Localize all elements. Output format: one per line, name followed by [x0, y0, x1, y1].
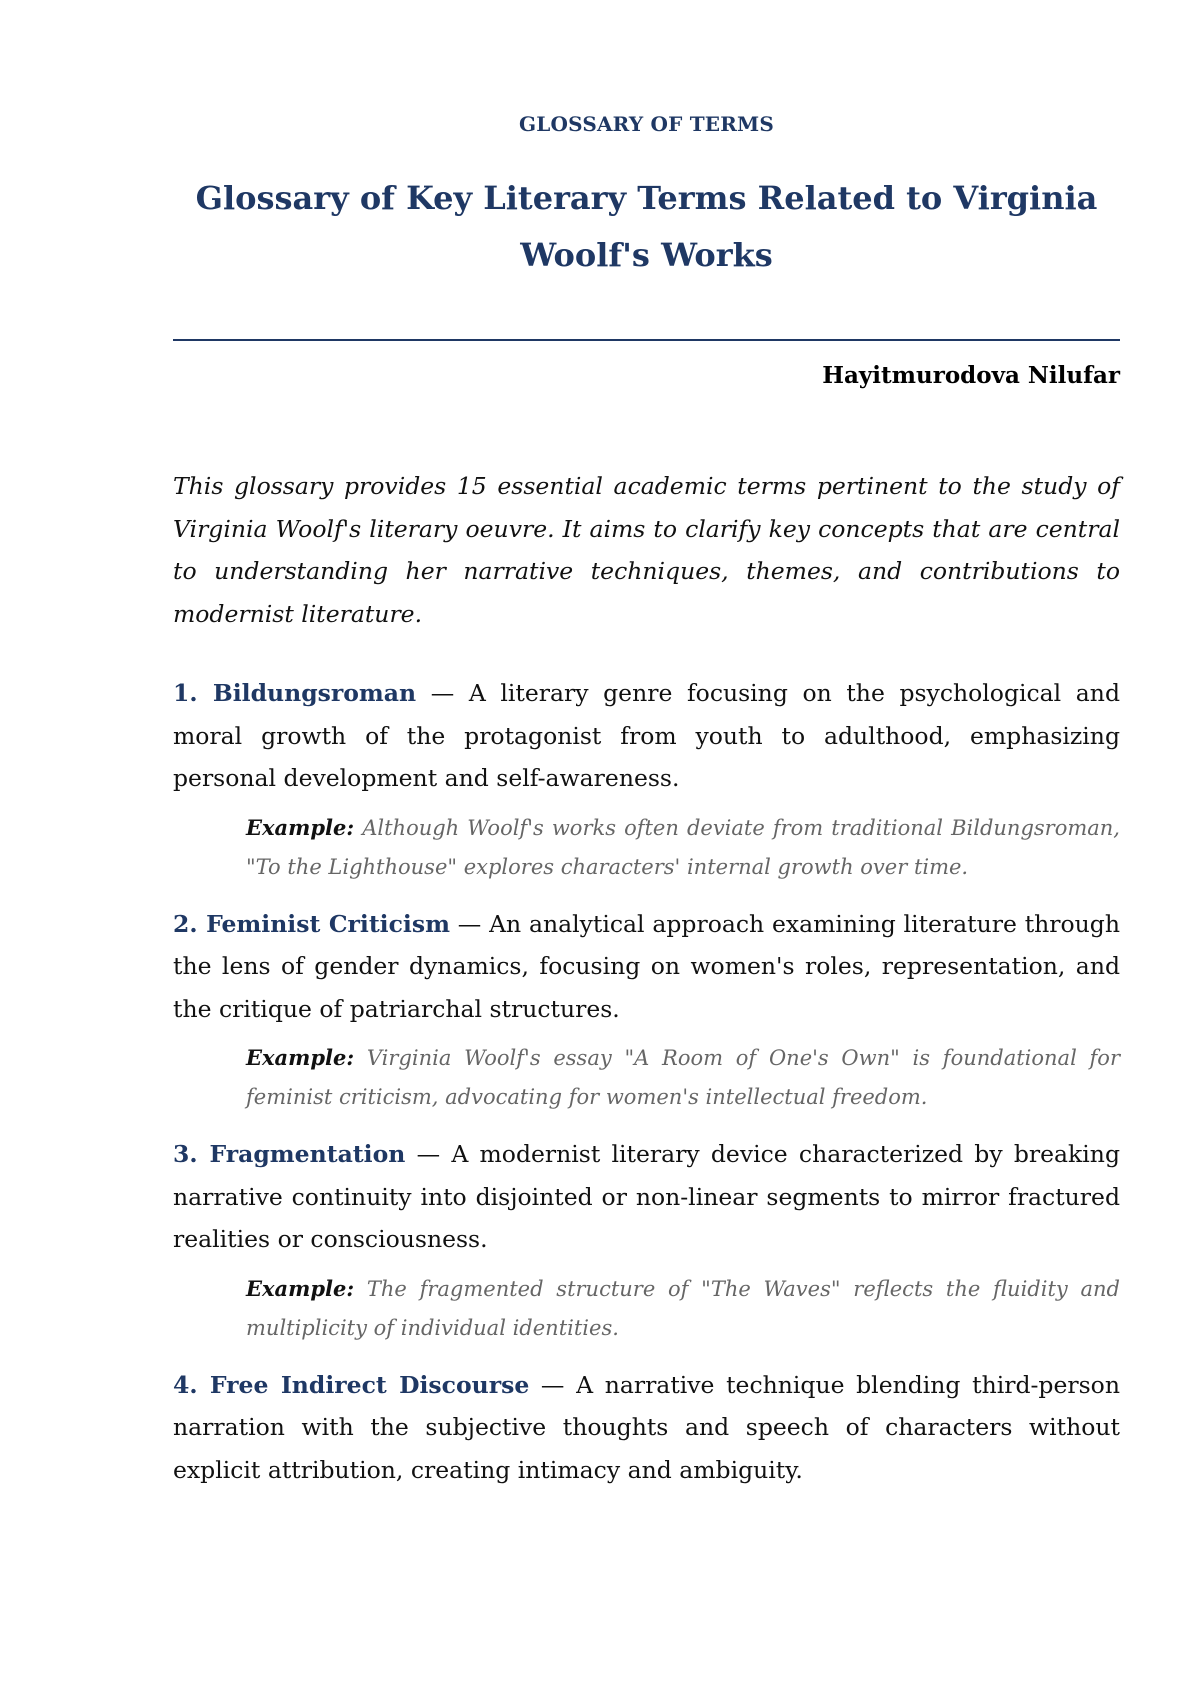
entry-definition-block	[173, 1364, 1120, 1492]
entry-separator: —	[449, 909, 490, 938]
entry-term-text: Fragmentation	[209, 1140, 406, 1168]
glossary-entries	[173, 672, 1120, 1491]
entry-number: 1.	[173, 679, 198, 707]
entry-example	[246, 1269, 1120, 1348]
entry-term-text: Feminist Criticism	[206, 909, 450, 938]
entry-number: 2.	[173, 909, 198, 938]
entry-definition-block	[173, 672, 1120, 800]
entry-number: 3.	[173, 1140, 198, 1168]
entry-example	[246, 808, 1120, 887]
entry-definition-block	[173, 1133, 1120, 1261]
entry-term-text: Free Indirect Discourse	[209, 1370, 530, 1399]
entry-term	[173, 679, 416, 707]
entry-definition: A literary genre focusing on the psychological and moral growth of the protagonist from youth to adulthood, emphasizing personal development and self-awareness.	[173, 679, 1120, 792]
entry-example	[246, 1038, 1120, 1117]
glossary-entry	[173, 672, 1120, 887]
glossary-entry	[173, 1133, 1120, 1348]
entry-number: 4.	[173, 1370, 198, 1399]
entry-separator: —	[416, 679, 469, 707]
abstract-paragraph: This glossary provides 15 essential academic terms pertinent to the study of Virginia Woolf's literary oeuvre. It aims to clarify key concepts that are central to understanding her narrative techniques, themes, and contributions to modernist literature.	[173, 472, 1120, 628]
entry-separator: —	[405, 1140, 452, 1168]
entry-definition-block	[173, 903, 1120, 1031]
entry-term	[173, 1140, 405, 1168]
entry-definition: A narrative technique blending third-person narration with the subjective thoughts and speech of characters without explicit attribution, creating intimacy and ambiguity.	[173, 1370, 1120, 1484]
document-title: Glossary of Key Literary Terms Related to Virginia Woolf's Works	[195, 179, 1098, 274]
entry-term	[173, 1371, 529, 1399]
example-label: Example:	[246, 1275, 355, 1301]
entry-term	[173, 910, 450, 938]
glossary-entry	[173, 1364, 1120, 1492]
entry-term-text: Bildungsroman	[212, 679, 417, 707]
example-text: Virginia Woolf's essay "A Room of One's Own" is foundational for feminist criticism, advocating for women's intellectual freedom.	[246, 1046, 1120, 1109]
example-text: The fragmented structure of "The Waves" reflects the fluidity and multiplicity of individual identities.	[246, 1276, 1120, 1340]
title-divider	[173, 339, 1120, 341]
author-name: Hayitmurodova Nilufar	[822, 362, 1120, 389]
example-label: Example:	[246, 1045, 355, 1070]
entry-separator: —	[529, 1370, 577, 1399]
section-label: GLOSSARY OF TERMS	[518, 112, 775, 136]
glossary-entry	[173, 903, 1120, 1118]
entry-definition: A modernist literary device characterized by breaking narrative continuity into disjointed or non-linear segments to mirror fractured realities or consciousness.	[173, 1140, 1120, 1253]
example-label: Example:	[246, 814, 355, 840]
example-text: Although Woolf's works often deviate from traditional Bildungsroman, "To the Lighthouse" explores characters' internal growth over time.	[246, 815, 1120, 879]
entry-definition: An analytical approach examining literature through the lens of gender dynamics, focusing on women's roles, representation, and the critique of patriarchal structures.	[173, 909, 1120, 1023]
